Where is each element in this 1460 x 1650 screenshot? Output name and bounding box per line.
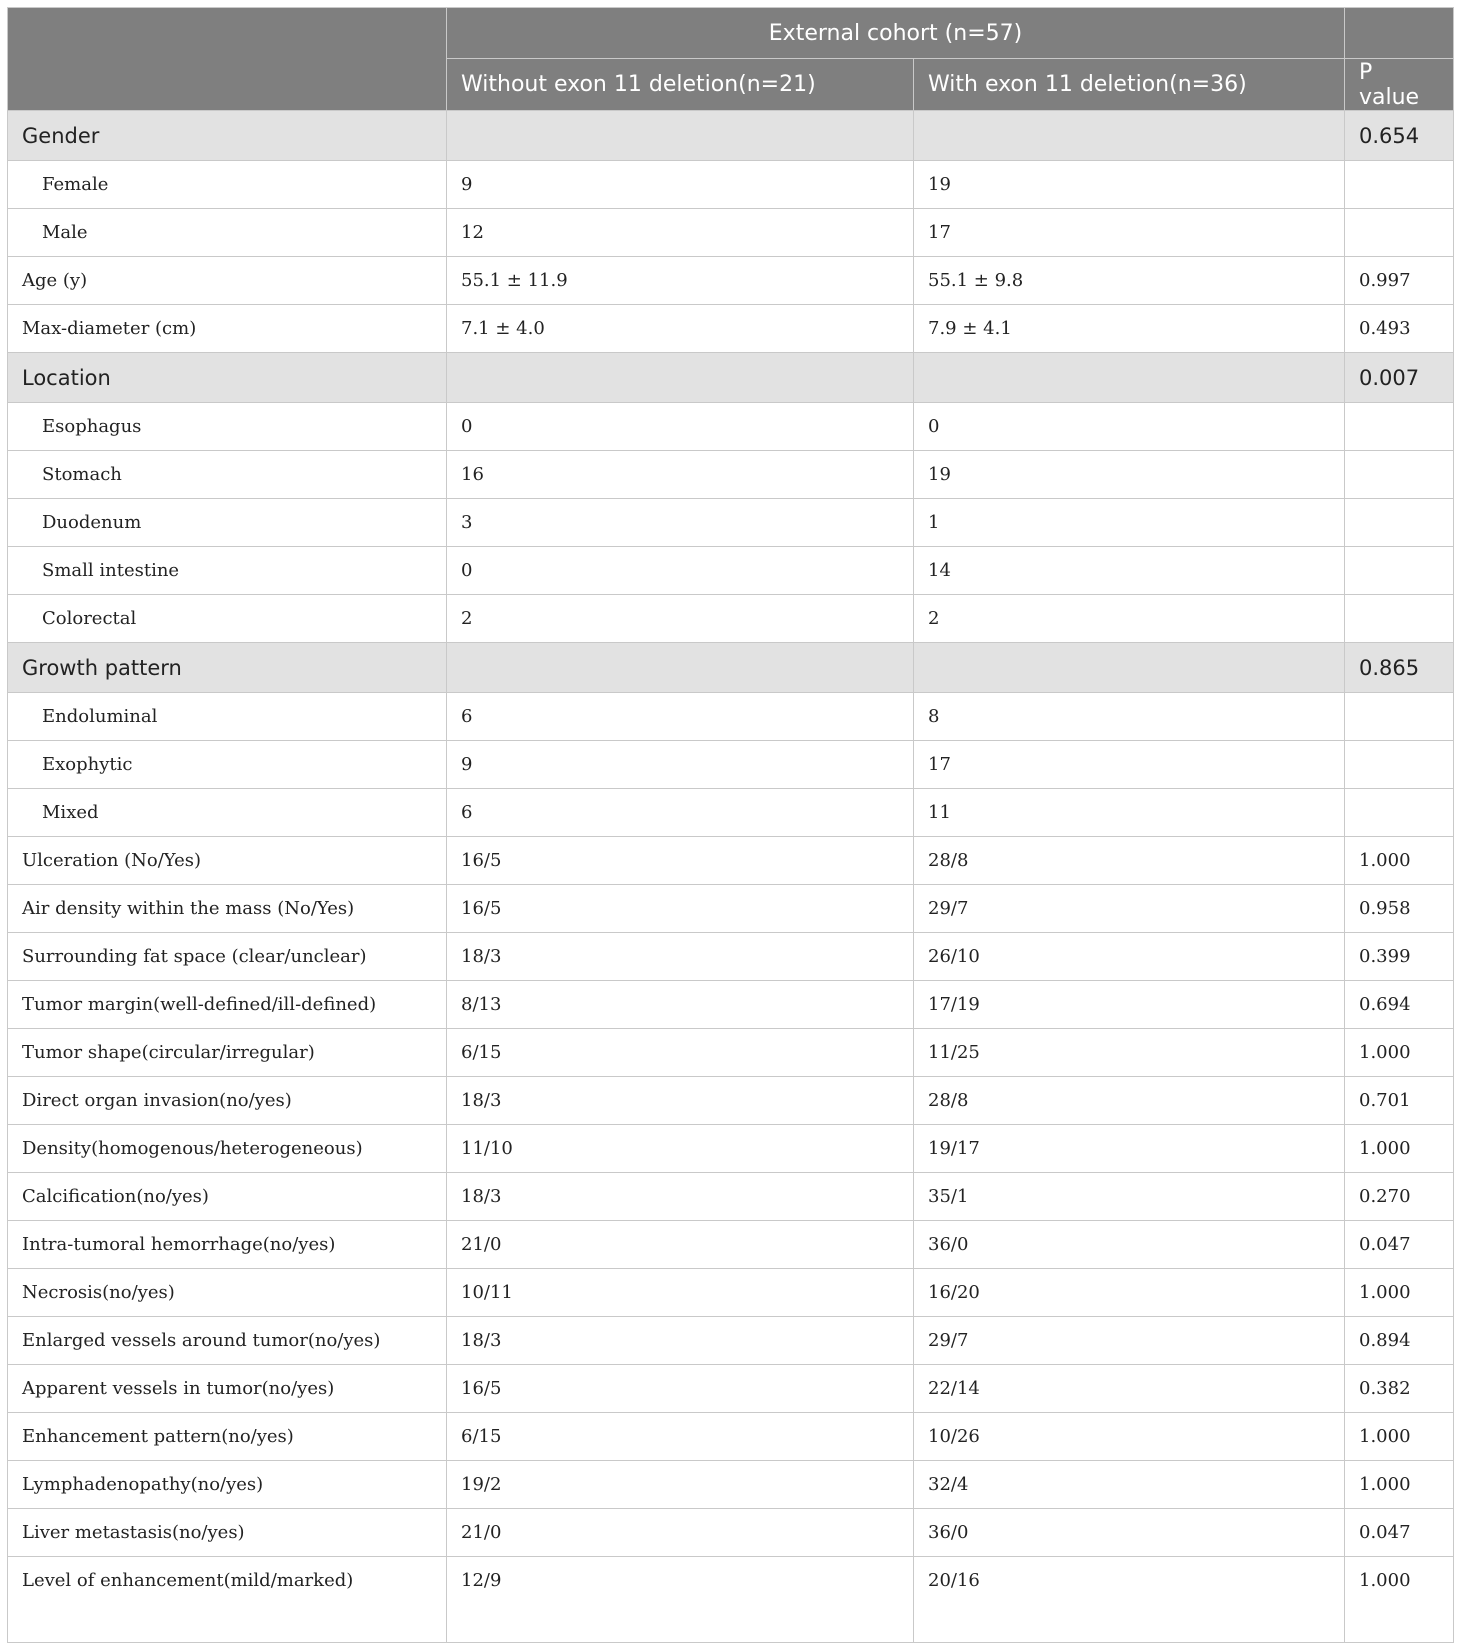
row-label: Male bbox=[8, 209, 447, 257]
with-deletion-cell: 55.1 ± 9.8 bbox=[914, 257, 1345, 305]
with-deletion-cell: 19 bbox=[914, 451, 1345, 499]
row-label: Growth pattern bbox=[8, 643, 447, 693]
without-deletion-cell: 18/3 bbox=[447, 1077, 914, 1125]
p-value-cell bbox=[1345, 499, 1454, 547]
header-empty-cell bbox=[8, 8, 447, 111]
without-deletion-cell: 6 bbox=[447, 693, 914, 741]
p-value-cell: 1.000 bbox=[1345, 1557, 1454, 1643]
with-deletion-cell: 0 bbox=[914, 403, 1345, 451]
without-deletion-cell: 16/5 bbox=[447, 1365, 914, 1413]
row-label: Enlarged vessels around tumor(no/yes) bbox=[8, 1317, 447, 1365]
without-deletion-cell: 16 bbox=[447, 451, 914, 499]
without-deletion-cell: 6 bbox=[447, 789, 914, 837]
table-body bbox=[8, 111, 1454, 1643]
row-label: Necrosis(no/yes) bbox=[8, 1269, 447, 1317]
with-deletion-cell: 29/7 bbox=[914, 885, 1345, 933]
p-value-cell bbox=[1345, 451, 1454, 499]
p-value-cell: 0.493 bbox=[1345, 305, 1454, 353]
p-value-cell bbox=[1345, 789, 1454, 837]
p-value-cell: 0.701 bbox=[1345, 1077, 1454, 1125]
without-deletion-cell: 7.1 ± 4.0 bbox=[447, 305, 914, 353]
without-deletion-cell: 19/2 bbox=[447, 1461, 914, 1509]
without-deletion-cell: 18/3 bbox=[447, 1173, 914, 1221]
p-value-cell: 0.007 bbox=[1345, 353, 1454, 403]
p-value-cell: 0.865 bbox=[1345, 643, 1454, 693]
header-blank-cell bbox=[1345, 8, 1454, 59]
with-deletion-cell: 2 bbox=[914, 595, 1345, 643]
table-header bbox=[8, 8, 1454, 111]
without-deletion-cell: 6/15 bbox=[447, 1029, 914, 1077]
table-row bbox=[8, 1221, 1454, 1269]
p-value-cell: 0.047 bbox=[1345, 1221, 1454, 1269]
row-label: Gender bbox=[8, 111, 447, 161]
with-deletion-cell: 19/17 bbox=[914, 1125, 1345, 1173]
section-row bbox=[8, 353, 1454, 403]
row-label: Esophagus bbox=[8, 403, 447, 451]
p-value-header: P value bbox=[1345, 59, 1454, 111]
row-label: Enhancement pattern(no/yes) bbox=[8, 1413, 447, 1461]
p-value-cell: 0.270 bbox=[1345, 1173, 1454, 1221]
p-value-cell: 1.000 bbox=[1345, 1461, 1454, 1509]
without-deletion-cell bbox=[447, 111, 914, 161]
table-row bbox=[8, 933, 1454, 981]
without-deletion-cell: 0 bbox=[447, 547, 914, 595]
with-deletion-header: With exon 11 deletion(n=36) bbox=[914, 59, 1345, 111]
row-label: Endoluminal bbox=[8, 693, 447, 741]
row-label: Air density within the mass (No/Yes) bbox=[8, 885, 447, 933]
with-deletion-cell: 19 bbox=[914, 161, 1345, 209]
p-value-cell bbox=[1345, 741, 1454, 789]
p-value-cell: 0.382 bbox=[1345, 1365, 1454, 1413]
p-value-cell: 0.399 bbox=[1345, 933, 1454, 981]
cohort-header: External cohort (n=57) bbox=[447, 8, 1345, 59]
table-row bbox=[8, 547, 1454, 595]
table-row bbox=[8, 1317, 1454, 1365]
row-label: Exophytic bbox=[8, 741, 447, 789]
table-row bbox=[8, 1269, 1454, 1317]
row-label: Lymphadenopathy(no/yes) bbox=[8, 1461, 447, 1509]
table-row bbox=[8, 451, 1454, 499]
row-label: Ulceration (No/Yes) bbox=[8, 837, 447, 885]
row-label: Location bbox=[8, 353, 447, 403]
without-deletion-cell: 11/10 bbox=[447, 1125, 914, 1173]
section-row bbox=[8, 643, 1454, 693]
with-deletion-cell: 16/20 bbox=[914, 1269, 1345, 1317]
without-deletion-cell: 21/0 bbox=[447, 1509, 914, 1557]
p-value-cell: 1.000 bbox=[1345, 837, 1454, 885]
without-deletion-cell: 16/5 bbox=[447, 837, 914, 885]
table-row bbox=[8, 1077, 1454, 1125]
without-deletion-cell bbox=[447, 643, 914, 693]
table-row bbox=[8, 403, 1454, 451]
without-deletion-cell: 2 bbox=[447, 595, 914, 643]
with-deletion-cell: 28/8 bbox=[914, 837, 1345, 885]
without-deletion-cell: 0 bbox=[447, 403, 914, 451]
row-label: Stomach bbox=[8, 451, 447, 499]
without-deletion-cell: 12/9 bbox=[447, 1557, 914, 1643]
with-deletion-cell: 8 bbox=[914, 693, 1345, 741]
p-value-cell: 0.694 bbox=[1345, 981, 1454, 1029]
p-value-cell bbox=[1345, 595, 1454, 643]
without-deletion-cell: 21/0 bbox=[447, 1221, 914, 1269]
with-deletion-cell: 32/4 bbox=[914, 1461, 1345, 1509]
without-deletion-cell: 3 bbox=[447, 499, 914, 547]
with-deletion-cell: 17/19 bbox=[914, 981, 1345, 1029]
row-label: Age (y) bbox=[8, 257, 447, 305]
table-container bbox=[7, 7, 1454, 1643]
table-row bbox=[8, 305, 1454, 353]
row-label: Liver metastasis(no/yes) bbox=[8, 1509, 447, 1557]
with-deletion-cell: 11 bbox=[914, 789, 1345, 837]
p-value-cell bbox=[1345, 403, 1454, 451]
with-deletion-cell: 28/8 bbox=[914, 1077, 1345, 1125]
without-deletion-cell: 9 bbox=[447, 161, 914, 209]
row-label: Level of enhancement(mild/marked) bbox=[8, 1557, 447, 1643]
without-deletion-header: Without exon 11 deletion(n=21) bbox=[447, 59, 914, 111]
p-value-cell: 1.000 bbox=[1345, 1413, 1454, 1461]
without-deletion-cell: 16/5 bbox=[447, 885, 914, 933]
row-label: Intra-tumoral hemorrhage(no/yes) bbox=[8, 1221, 447, 1269]
with-deletion-cell: 29/7 bbox=[914, 1317, 1345, 1365]
with-deletion-cell: 1 bbox=[914, 499, 1345, 547]
table-row bbox=[8, 1509, 1454, 1557]
row-label: Female bbox=[8, 161, 447, 209]
table-row bbox=[8, 837, 1454, 885]
without-deletion-cell: 9 bbox=[447, 741, 914, 789]
p-value-cell: 1.000 bbox=[1345, 1269, 1454, 1317]
with-deletion-cell: 36/0 bbox=[914, 1221, 1345, 1269]
with-deletion-cell: 14 bbox=[914, 547, 1345, 595]
with-deletion-cell: 11/25 bbox=[914, 1029, 1345, 1077]
table-row bbox=[8, 981, 1454, 1029]
with-deletion-cell: 36/0 bbox=[914, 1509, 1345, 1557]
row-label: Tumor margin(well-defined/ill-defined) bbox=[8, 981, 447, 1029]
row-label: Colorectal bbox=[8, 595, 447, 643]
row-label: Surrounding fat space (clear/unclear) bbox=[8, 933, 447, 981]
table-row bbox=[8, 789, 1454, 837]
without-deletion-cell bbox=[447, 353, 914, 403]
section-row bbox=[8, 111, 1454, 161]
table-row bbox=[8, 1365, 1454, 1413]
with-deletion-cell: 17 bbox=[914, 209, 1345, 257]
table-row bbox=[8, 257, 1454, 305]
p-value-cell bbox=[1345, 547, 1454, 595]
without-deletion-cell: 18/3 bbox=[447, 1317, 914, 1365]
table-row bbox=[8, 1125, 1454, 1173]
without-deletion-cell: 10/11 bbox=[447, 1269, 914, 1317]
cohort-table bbox=[7, 7, 1454, 1643]
with-deletion-cell: 20/16 bbox=[914, 1557, 1345, 1643]
row-label: Max-diameter (cm) bbox=[8, 305, 447, 353]
p-value-cell: 0.997 bbox=[1345, 257, 1454, 305]
p-value-cell bbox=[1345, 693, 1454, 741]
p-value-cell: 0.654 bbox=[1345, 111, 1454, 161]
table-row bbox=[8, 1461, 1454, 1509]
table-row bbox=[8, 741, 1454, 789]
with-deletion-cell: 17 bbox=[914, 741, 1345, 789]
table-row bbox=[8, 161, 1454, 209]
table-row bbox=[8, 595, 1454, 643]
p-value-cell bbox=[1345, 209, 1454, 257]
p-value-cell: 1.000 bbox=[1345, 1029, 1454, 1077]
without-deletion-cell: 8/13 bbox=[447, 981, 914, 1029]
row-label: Duodenum bbox=[8, 499, 447, 547]
table-row bbox=[8, 209, 1454, 257]
without-deletion-cell: 6/15 bbox=[447, 1413, 914, 1461]
with-deletion-cell: 22/14 bbox=[914, 1365, 1345, 1413]
p-value-cell: 0.894 bbox=[1345, 1317, 1454, 1365]
table-row bbox=[8, 1173, 1454, 1221]
row-label: Tumor shape(circular/irregular) bbox=[8, 1029, 447, 1077]
row-label: Direct organ invasion(no/yes) bbox=[8, 1077, 447, 1125]
table-row bbox=[8, 1413, 1454, 1461]
row-label: Density(homogenous/heterogeneous) bbox=[8, 1125, 447, 1173]
without-deletion-cell: 18/3 bbox=[447, 933, 914, 981]
row-label: Small intestine bbox=[8, 547, 447, 595]
without-deletion-cell: 55.1 ± 11.9 bbox=[447, 257, 914, 305]
with-deletion-cell: 35/1 bbox=[914, 1173, 1345, 1221]
p-value-cell: 0.958 bbox=[1345, 885, 1454, 933]
with-deletion-cell: 26/10 bbox=[914, 933, 1345, 981]
with-deletion-cell: 7.9 ± 4.1 bbox=[914, 305, 1345, 353]
p-value-cell bbox=[1345, 161, 1454, 209]
row-label: Mixed bbox=[8, 789, 447, 837]
with-deletion-cell: 10/26 bbox=[914, 1413, 1345, 1461]
p-value-cell: 0.047 bbox=[1345, 1509, 1454, 1557]
table-row bbox=[8, 885, 1454, 933]
row-label: Apparent vessels in tumor(no/yes) bbox=[8, 1365, 447, 1413]
p-value-cell: 1.000 bbox=[1345, 1125, 1454, 1173]
row-label: Calcification(no/yes) bbox=[8, 1173, 447, 1221]
table-row bbox=[8, 1557, 1454, 1643]
with-deletion-cell bbox=[914, 111, 1345, 161]
with-deletion-cell bbox=[914, 643, 1345, 693]
with-deletion-cell bbox=[914, 353, 1345, 403]
table-row bbox=[8, 693, 1454, 741]
without-deletion-cell: 12 bbox=[447, 209, 914, 257]
table-row bbox=[8, 499, 1454, 547]
table-row bbox=[8, 1029, 1454, 1077]
